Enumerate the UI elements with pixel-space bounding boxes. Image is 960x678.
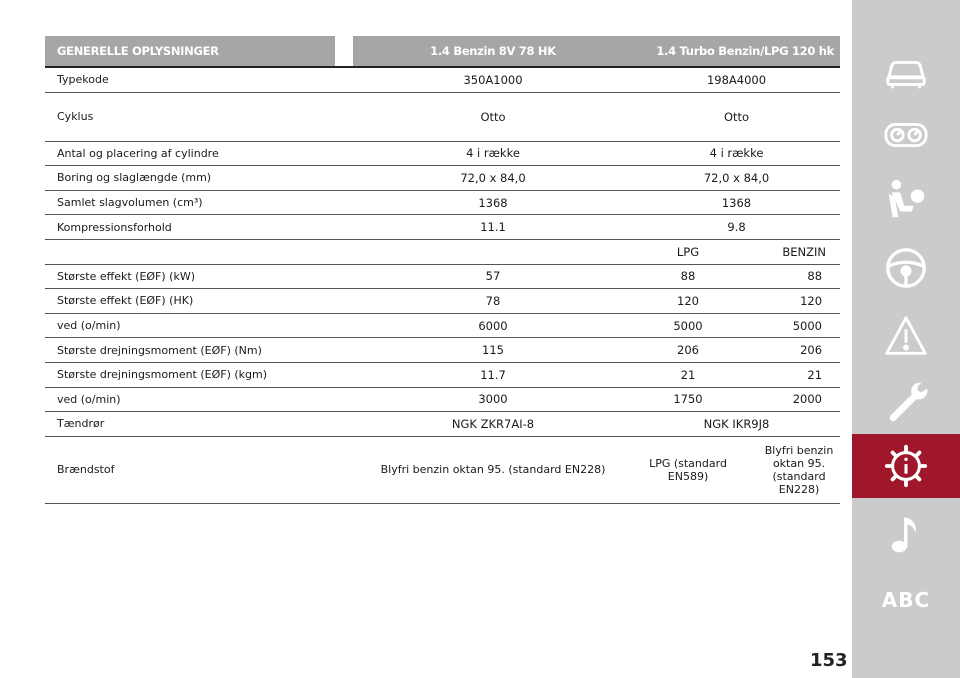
row-label: ved (o/min) xyxy=(45,313,335,338)
row-label: Cyklus xyxy=(45,92,335,141)
cell-value-benzin: 2000 xyxy=(743,387,840,412)
cell-value-lpg: 120 xyxy=(633,289,743,314)
cell-value: 11.1 xyxy=(353,215,633,240)
cell-value: 4 i række xyxy=(353,141,633,166)
row-label xyxy=(45,239,335,264)
table-row xyxy=(45,338,840,363)
table-header-row xyxy=(45,36,840,67)
cell-value: 78 xyxy=(353,289,633,314)
cell-value-lpg: 21 xyxy=(633,362,743,387)
row-label: Boring og slaglængde (mm) xyxy=(45,166,335,191)
cell-value: 350A1000 xyxy=(353,67,633,92)
cell-value: NGK IKR9J8 xyxy=(633,412,840,437)
cell-value-lpg: 1750 xyxy=(633,387,743,412)
table-row xyxy=(45,215,840,240)
cell-value: 1368 xyxy=(353,190,633,215)
cell-value-benzin: 206 xyxy=(743,338,840,363)
table-row xyxy=(45,313,840,338)
cell-value: 3000 xyxy=(353,387,633,412)
row-label: Antal og placering af cylindre xyxy=(45,141,335,166)
cell-value: 198A4000 xyxy=(633,67,840,92)
subheader-benzin: BENZIN xyxy=(743,239,840,264)
fuel-benzin-text: Blyfri benzin oktan 95. (standard EN228) xyxy=(764,443,834,496)
cell-value: 115 xyxy=(353,338,633,363)
header-gap xyxy=(335,36,353,67)
table-row xyxy=(45,141,840,166)
table-row xyxy=(45,436,840,503)
cell-value-benzin: 21 xyxy=(743,362,840,387)
table-row xyxy=(45,289,840,314)
row-label: Typekode xyxy=(45,67,335,92)
cell-value: 11.7 xyxy=(353,362,633,387)
warning-triangle-icon xyxy=(883,313,929,359)
cell-value xyxy=(353,239,633,264)
cell-value-lpg xyxy=(633,436,743,503)
subheader-lpg: LPG xyxy=(633,239,743,264)
row-label: Største effekt (EØF) (HK) xyxy=(45,289,335,314)
cell-value-lpg: 88 xyxy=(633,264,743,289)
row-label: Brændstof xyxy=(45,436,335,503)
cell-value-benzin: 88 xyxy=(743,264,840,289)
chapter-sidebar xyxy=(852,0,960,678)
row-label: Tændrør xyxy=(45,412,335,437)
info-gear-icon xyxy=(883,443,929,489)
row-label: Kompressionsforhold xyxy=(45,215,335,240)
cell-value: 6000 xyxy=(353,313,633,338)
row-label: Samlet slagvolumen (cm³) xyxy=(45,190,335,215)
row-label: ved (o/min) xyxy=(45,387,335,412)
header-benzin-78hk: 1.4 Benzin 8V 78 HK xyxy=(353,36,633,67)
table-subheader-row xyxy=(45,239,840,264)
cell-value-lpg: 206 xyxy=(633,338,743,363)
cell-value: 57 xyxy=(353,264,633,289)
seat-safety-icon xyxy=(883,177,929,223)
table-row xyxy=(45,67,840,92)
music-note-icon xyxy=(883,512,929,558)
header-turbo-lpg-120hk: 1.4 Turbo Benzin/LPG 120 hk xyxy=(633,36,840,67)
sidebar-item-maintenance[interactable] xyxy=(852,370,960,434)
table-row xyxy=(45,190,840,215)
sidebar-item-driving[interactable] xyxy=(852,236,960,300)
cell-value: 4 i række xyxy=(633,141,840,166)
cell-value: 9.8 xyxy=(633,215,840,240)
sidebar-item-index[interactable] xyxy=(852,568,960,632)
dashboard-gauges-icon xyxy=(883,112,929,158)
sidebar-item-car[interactable] xyxy=(852,40,960,104)
cell-value: 72,0 x 84,0 xyxy=(633,166,840,191)
cell-value-lpg: 5000 xyxy=(633,313,743,338)
cell-value-benzin xyxy=(743,436,840,503)
sidebar-item-multimedia[interactable] xyxy=(852,503,960,567)
row-label: Største drejningsmoment (EØF) (kgm) xyxy=(45,362,335,387)
sidebar-item-technical-data[interactable] xyxy=(852,434,960,498)
row-label: Største effekt (EØF) (kW) xyxy=(45,264,335,289)
steering-wheel-icon xyxy=(883,245,929,291)
cell-value: 72,0 x 84,0 xyxy=(353,166,633,191)
sidebar-item-safety[interactable] xyxy=(852,168,960,232)
table-row xyxy=(45,362,840,387)
table-row xyxy=(45,412,840,437)
cell-value-benzin: 5000 xyxy=(743,313,840,338)
table-row xyxy=(45,92,840,141)
table-row xyxy=(45,166,840,191)
cell-value: Otto xyxy=(353,92,633,141)
sidebar-item-emergency[interactable] xyxy=(852,304,960,368)
car-icon xyxy=(883,49,929,95)
table-row xyxy=(45,387,840,412)
cell-value: NGK ZKR7AI-8 xyxy=(353,412,633,437)
specifications-table xyxy=(45,36,840,504)
cell-value: Otto xyxy=(633,92,840,141)
wrench-icon xyxy=(883,379,929,425)
row-label: Største drejningsmoment (EØF) (Nm) xyxy=(45,338,335,363)
page-number: 153 xyxy=(810,650,848,671)
fuel-lpg-text: LPG (standard EN589) xyxy=(649,456,727,483)
cell-value: Blyfri benzin oktan 95. (standard EN228) xyxy=(353,436,633,503)
table-row xyxy=(45,264,840,289)
header-general-info: GENERELLE OPLYSNINGER xyxy=(45,36,335,67)
cell-value-benzin: 120 xyxy=(743,289,840,314)
abc-index-label: ABC xyxy=(881,588,931,612)
cell-value: 1368 xyxy=(633,190,840,215)
sidebar-item-dashboard[interactable] xyxy=(852,103,960,167)
